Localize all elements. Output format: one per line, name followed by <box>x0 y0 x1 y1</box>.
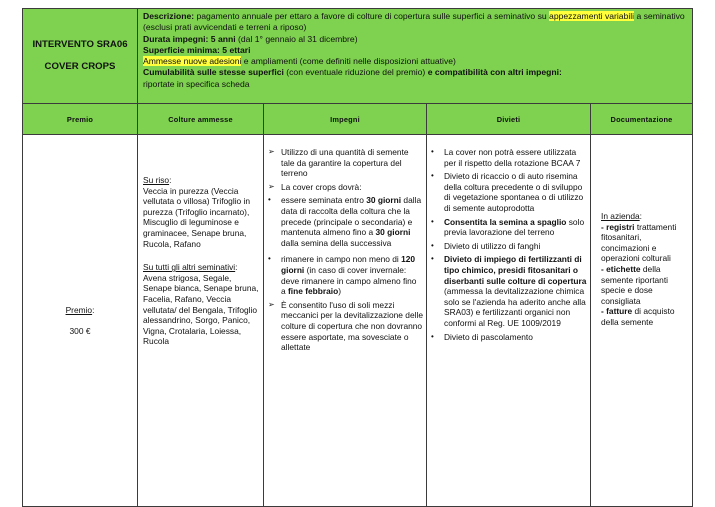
divieto-item: • Divieto di pascolamento <box>431 331 533 342</box>
impegni-cell <box>264 135 427 507</box>
doc-fatture: - fatture di acquisto della semente <box>601 306 675 327</box>
su-riso-heading: Su riso: <box>143 175 172 185</box>
altri-seminativi-heading: Su tutti gli altri seminativi: <box>143 262 238 273</box>
cumulabilita-detail: riportate in specifica scheda <box>143 78 250 89</box>
arrow-bullet-icon: ➢ <box>268 147 275 156</box>
header-impegni: Impegni <box>264 104 427 135</box>
dot-bullet-icon: • <box>431 331 434 341</box>
divieto-item: • Consentita la semina a spaglio solo previa lavorazione del terreno <box>431 216 585 238</box>
impegno-subitem: • essere seminata entro 30 giorni dalla data di raccolta della coltura che la precede (principale o secondaria) e mantenuta almeno fino a 30 giorni dalla semina della successiva <box>268 195 422 248</box>
ammesse-line: Ammesse nuove adesioni e ampliamenti (come definiti nelle disposizioni attuative) <box>143 56 456 67</box>
description-cell <box>138 9 693 104</box>
dot-bullet-icon: • <box>268 195 271 205</box>
doc-registri: - registri trattamenti fitosanitari, concimazioni e operazioni colturali <box>601 221 677 264</box>
dot-bullet-icon: • <box>431 171 434 181</box>
header-divieti: Divieti <box>427 104 591 135</box>
dot-bullet-icon: • <box>431 240 434 250</box>
cumulabilita-line: Cumulabilità sulle stesse superfici (con eventuale riduzione del premio) e compatibilità con altri impegni: <box>143 67 562 78</box>
header-row <box>23 104 693 135</box>
impegno-item: ➢ È consentito l'uso di soli mezzi meccanici per la devitalizzazione delle colture di copertura che non dovranno essere asportate, ma sovesciate o allettate <box>268 299 423 353</box>
documentazione-cell <box>591 135 693 507</box>
intervento-name: COVER CROPS <box>44 61 116 72</box>
premio-value: 300 € <box>69 325 91 336</box>
header-colture: Colture ammesse <box>138 104 264 135</box>
durata-line: Durata impegni: 5 anni (dal 1° gennaio al 31 dicembre) <box>143 33 358 44</box>
intervento-code: INTERVENTO SRA06 <box>32 39 128 50</box>
divieto-item: • La cover non potrà essere utilizzata per il rispetto della rotazione BCAA 7 <box>431 147 581 168</box>
document <box>22 8 692 507</box>
superficie-line: Superficie minima: 5 ettari <box>143 44 251 55</box>
colture-cell <box>138 135 264 507</box>
divieto-item: • Divieto di ricaccio o di auto risemina della coltura precedente o di sviluppo di vegetazione spontanea o di utilizzo di semente autoprodotta <box>431 171 584 213</box>
dot-bullet-icon: • <box>431 147 434 156</box>
premio-cell <box>23 135 138 507</box>
su-riso-list: Veccia in purezza (Veccia vellutata o villosa) Trifoglio in purezza (Trifoglio incarnato), Miscuglio di leguminose e graminacee, Senape bruna, Rucola, Rafano <box>143 185 251 249</box>
intervento-cell <box>23 9 138 104</box>
arrow-bullet-icon: ➢ <box>268 299 275 309</box>
altri-seminativi-list: Avena strigosa, Segale, Senape bianca, Senape bruna, Facelia, Rafano, Veccia vellutata/ del Bengala, Trifoglio alessandrino, Sorgo, Panico, Vigna, Crotalaria, Loiessa, Rucola <box>143 272 259 347</box>
impegno-subitem: • rimanere in campo non meno di 120 giorni (in caso di cover invernale: deve rimanere in campo almeno fino a fine febbraio) <box>268 254 417 297</box>
doc-etichette: - etichette della semente riportanti specie e dose consigliata <box>601 263 669 306</box>
in-azienda-heading: In azienda: <box>601 211 642 221</box>
header-premio: Premio <box>23 104 138 135</box>
premio-label: Premio: <box>65 304 95 315</box>
cover-crops-table <box>22 8 693 507</box>
dot-bullet-icon: • <box>431 254 434 264</box>
divieti-cell <box>427 135 591 507</box>
impegno-item: ➢ Utilizzo di una quantità di semente tale da garantire la copertura del terreno <box>268 147 409 179</box>
header-documentazione: Documentazione <box>591 104 693 135</box>
summary-row <box>23 9 693 104</box>
descrizione-line: Descrizione: pagamento annuale per ettaro a favore di colture di copertura sulle superfici a seminativo su appezzamenti variabili a seminativo (esclusi prati avvicendati e terreni a riposo) <box>143 11 685 33</box>
divieto-item: • Divieto di impiego di fertilizzanti di tipo chimico, presidi fitosanitari o diserbanti sulle colture di copertura (ammessa la devitalizzazione chimica solo se l'azienda ha aderito anche alla SRA03) e fertilizzanti organici non conformi al Reg. UE 1009/2019 <box>431 254 587 328</box>
arrow-bullet-icon: ➢ <box>268 181 275 191</box>
dot-bullet-icon: • <box>431 216 434 226</box>
divieto-item: • Divieto di utilizzo di fanghi <box>431 240 541 251</box>
impegno-item: ➢ La cover crops dovrà: <box>268 181 362 192</box>
dot-bullet-icon: • <box>268 254 271 264</box>
content-row <box>23 135 693 507</box>
